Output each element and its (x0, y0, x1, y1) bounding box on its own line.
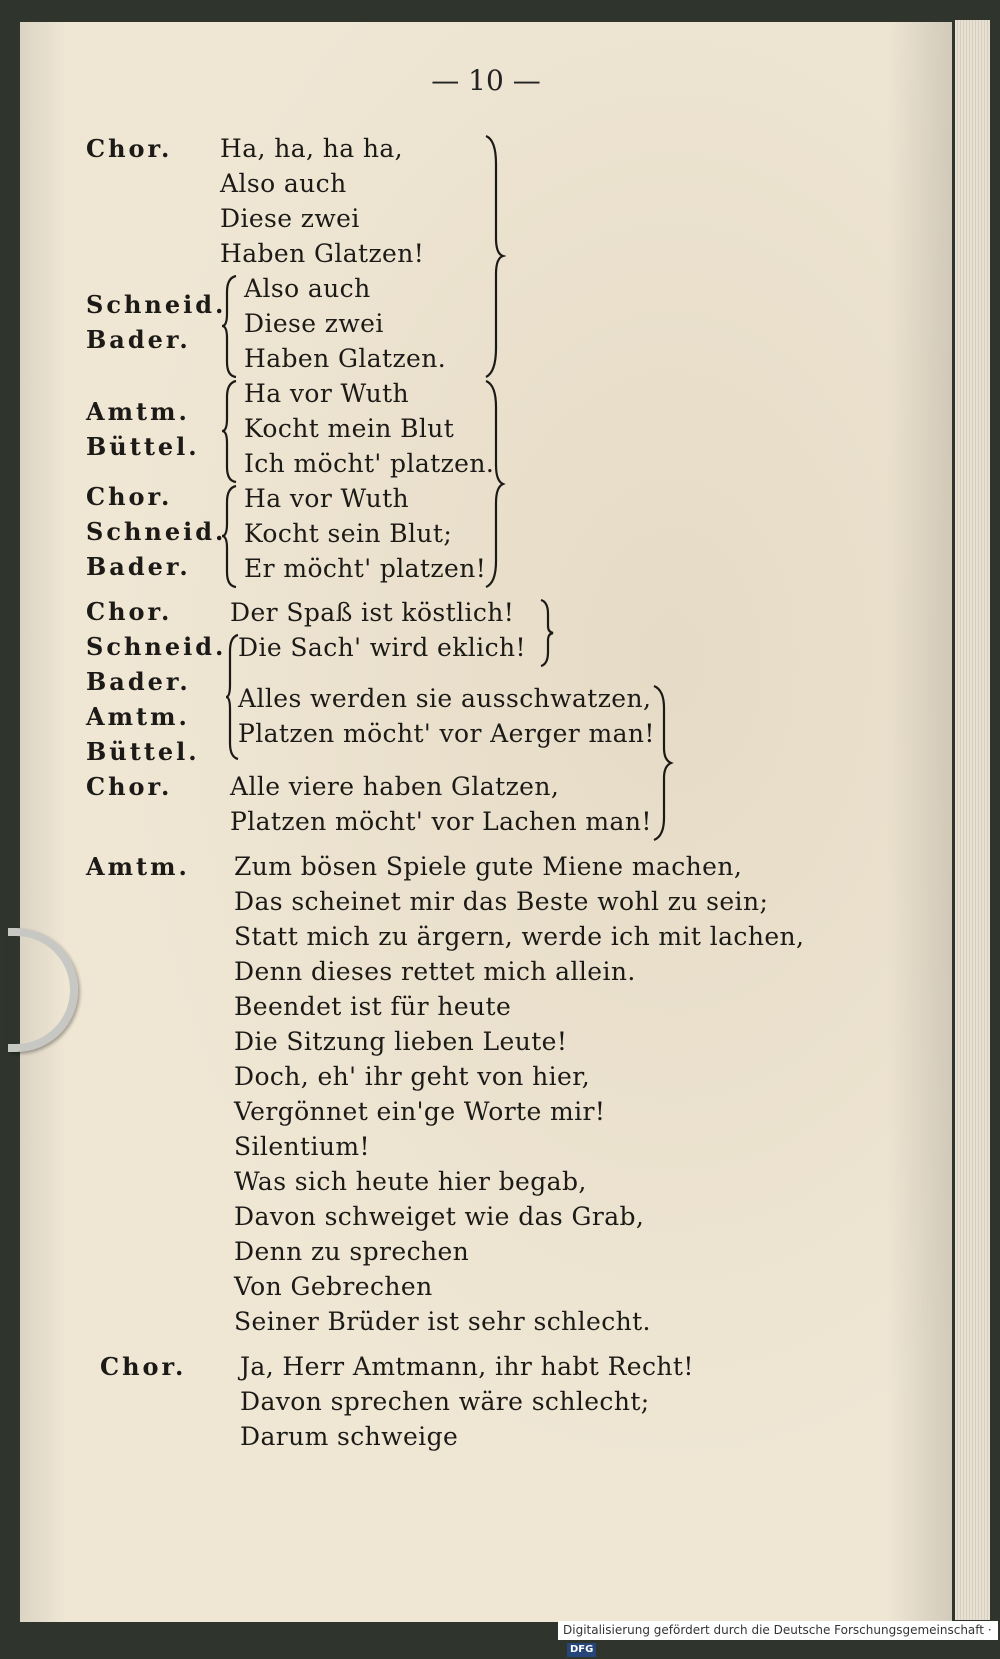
verse-line: Vergönnet ein'ge Worte mir! (234, 1097, 606, 1126)
verse-line: Also auch (220, 169, 347, 198)
verse-line: Alles werden sie ausschwatzen, (238, 684, 652, 713)
left-brace (224, 633, 240, 761)
verse-line: Haben Glatzen. (244, 344, 447, 373)
right-brace (538, 598, 556, 668)
speaker-label: Chor. (86, 597, 173, 626)
speaker-label: Chor. (86, 772, 173, 801)
speaker-label: Bader. (86, 325, 191, 354)
dfg-logo: DFG (567, 1643, 596, 1657)
verse-line: Ha vor Wuth (244, 379, 410, 408)
verse-line: Ha, ha, ha ha, (220, 134, 404, 163)
footer-text: Digitalisierung gefördert durch die Deutsche Forschungsgemeinschaft · (563, 1623, 992, 1637)
speaker-label: Chor. (86, 482, 173, 511)
verse-line: Doch, eh' ihr geht von hier, (234, 1062, 591, 1091)
book-fore-edge (955, 20, 990, 1620)
left-brace (220, 274, 240, 379)
verse-line: Das scheinet mir das Beste wohl zu sein; (234, 887, 769, 916)
verse-line: Alle viere haben Glatzen, (230, 772, 560, 801)
verse-line: Was sich heute hier begab, (234, 1167, 587, 1196)
verse-line: Also auch (244, 274, 371, 303)
verse-line: Kocht sein Blut; (244, 519, 453, 548)
speaker-label: Amtm. (86, 702, 190, 731)
right-brace (482, 379, 506, 589)
left-brace (220, 484, 240, 589)
speaker-label: Bader. (86, 552, 191, 581)
verse-line: Zum bösen Spiele gute Miene machen, (234, 852, 743, 881)
speaker-label: Bader. (86, 667, 191, 696)
speaker-label: Schneid. (86, 517, 227, 546)
right-brace (482, 134, 506, 379)
verse-line: Denn zu sprechen (234, 1237, 470, 1266)
verse-line: Ich möcht' platzen. (244, 449, 495, 478)
speaker-label: Schneid. (86, 632, 227, 661)
speaker-label: Büttel. (86, 432, 200, 461)
verse-line: Platzen möcht' vor Aerger man! (238, 719, 655, 748)
left-brace (220, 379, 240, 484)
page-number: — 10 — (431, 64, 541, 97)
verse-line: Ha vor Wuth (244, 484, 410, 513)
verse-line: Von Gebrechen (234, 1272, 433, 1301)
verse-line: Silentium! (234, 1132, 370, 1161)
book-page (20, 22, 952, 1622)
speaker-label: Amtm. (86, 397, 190, 426)
speaker-label: Schneid. (86, 290, 227, 319)
verse-line: Davon schweiget wie das Grab, (234, 1202, 645, 1231)
verse-line: Ja, Herr Amtmann, ihr habt Recht! (240, 1352, 694, 1381)
speaker-label: Chor. (86, 134, 173, 163)
verse-line: Diese zwei (220, 204, 360, 233)
verse-line: Die Sitzung lieben Leute! (234, 1027, 568, 1056)
digitization-footer (558, 1621, 998, 1655)
right-brace (650, 684, 674, 842)
speaker-label: Büttel. (86, 737, 200, 766)
verse-line: Davon sprechen wäre schlecht; (240, 1387, 650, 1416)
verse-line: Beendet ist für heute (234, 992, 512, 1021)
verse-line: Kocht mein Blut (244, 414, 455, 443)
verse-line: Seiner Brüder ist sehr schlecht. (234, 1307, 651, 1336)
verse-line: Der Spaß ist köstlich! (230, 598, 515, 627)
verse-line: Haben Glatzen! (220, 239, 425, 268)
speaker-label: Amtm. (86, 852, 190, 881)
verse-line: Denn dieses rettet mich allein. (234, 957, 636, 986)
verse-line: Die Sach' wird eklich! (238, 633, 526, 662)
verse-line: Statt mich zu ärgern, werde ich mit lachen, (234, 922, 805, 951)
verse-line: Diese zwei (244, 309, 384, 338)
verse-line: Darum schweige (240, 1422, 459, 1451)
verse-line: Er möcht' platzen! (244, 554, 487, 583)
speaker-label: Chor. (100, 1352, 187, 1381)
verse-line: Platzen möcht' vor Lachen man! (230, 807, 652, 836)
